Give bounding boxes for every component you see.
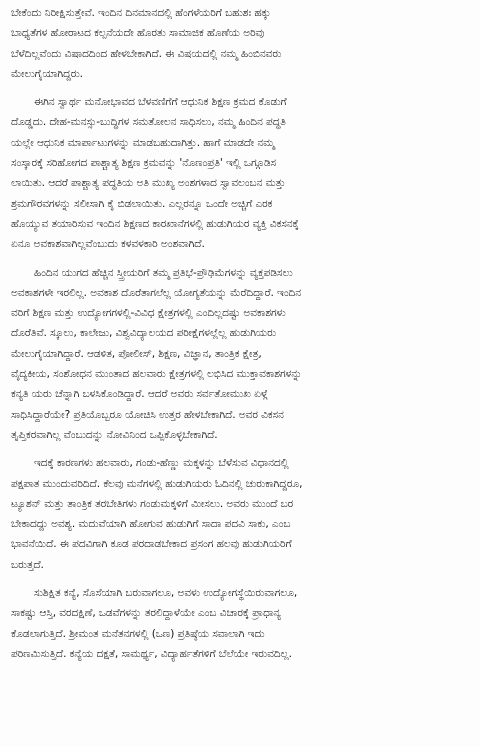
paragraph-2 <box>11 92 469 254</box>
text-line: ಇದಕ್ಕೆ ಕಾರಣಗಳು ಹಲವಾರು, ಗಂಡು-ಹೆಣ್ಣು ಮಕ್ಕಳನ್ನು ಬೆಳೆಸುವ ವಿಧಾನದಲ್ಲಿ <box>34 457 289 470</box>
text-line: ವೈದ್ಯಕೀಯ, ಸಂಶೋಧನ ಮುಂತಾದ ಹಲವಾರು ಕ್ಷೇತ್ರಗಳಲ್ಲಿ ಲಭಿಸಿದ ಮುಕ್ತಾವಕಾಶಗಳನ್ನು <box>11 368 302 381</box>
text-line: ಪಕ್ಷಪಾತ ಮುಂದುವರಿದಿದೆ. ಕೆಲವು ಮನೆಗಳಲ್ಲಿ ಹುಡುಗಿಯರು ಓದಿನಲ್ಲಿ ಚುರುಕಾಗಿದ್ದರೂ, <box>11 477 303 490</box>
text-line: ಟ್ಯೂಶನ್ ಮತ್ತು ತಾಂತ್ರಿಕ ತರಬೇತಿಗಳು ಗಂಡುಮಕ್ಕಳಿಗೆ ಮೀಸಲು. ಅವರು ಮುಂದೆ ಬರ <box>11 497 294 510</box>
paragraph-1 <box>11 3 469 84</box>
text-line: ಬಾಧ್ಯತೆಗಳ ಹೋರಾಟದ ಕಲ್ಪನೆಯದೇ ಹೊರತು ಸಾಮಾಜಿಕ ಹೊಣೆಯ ಅರಿವು <box>11 27 265 40</box>
text-line: ಪರಿಣಮಿಸುತ್ತಿದೆ. ಕನ್ಯೆಯ ದಕ್ಷತೆ, ಸಾಮರ್ಥ್ಯ, ವಿದ್ಯಾರ್ಹತೆಗಳಿಗೆ ಬೆಲೆಯೇ ಇರುವದಿಲ್ಲ. <box>11 647 292 660</box>
text-line: ಬೇಕೆಂದು ನಿರೀಕ್ಷಿಸುತ್ತೇವೆ. ಇಂದಿನ ದಿನಮಾನದಲ್ಲಿ ಹೆಂಗಳೆಯರಿಗೆ ಬಹುಶಃ ಹಕ್ಕು <box>11 7 271 19</box>
text-line: ದೊಡ್ಡದು. ದೇಹ-ಮನಸ್ಸು-ಬುದ್ಧಿಗಳ ಸಮತೋಲನ ಸಾಧಿಸಲು, ನಮ್ಮ ಹಿಂದಿನ ಪದ್ಧತಿ <box>11 116 286 129</box>
text-line: ಕನ್ಯತಿ ಯರು ಚೆನ್ನಾಗಿ ಬಳಸಿಕೊಂಡಿದ್ದಾರೆ. ಆದರೆ ಅವರು ಸರ್ವತೋಮುಖ ಏಳ್ಗೆ <box>11 388 268 401</box>
text-line: ಲಾಯಿತು. ಆದರೆ ಪಾಶ್ಚಾತ್ಯ ಪದ್ಧತಿಯ ಅತಿ ಮುಖ್ಯ ಅಂಶಗಳಾದ ಸ್ವಾವಲಂಬನ ಮತ್ತು <box>11 177 286 190</box>
paragraph-4 <box>11 453 469 575</box>
text-line: ಕೊಡಲಾಗುತ್ತಿದೆ. ಶ್ರೀಮಂತ ಮನೆತನಗಳಲ್ಲಿ (ಒಣ) ಪ್ರತಿಷ್ಠೆಯ ಸವಾಲಾಗಿ ಇದು <box>11 627 265 640</box>
text-line: ತೃಪ್ತಿಕರವಾಗಿಲ್ಲ ವೆಂಬುದನ್ನು ನೋವಿನಿಂದ ಒಪ್ಪಿಕೊಳ್ಳಬೇಕಾಗಿದೆ. <box>11 428 218 441</box>
text-line: ಹಿಂದಿನ ಯುಗದ ಹೆಚ್ಚಿನ ಸ್ತ್ರೀಯರಿಗೆ ತಮ್ಮ ಪ್ರತಿಭೆ-ಪ್ರೌಢಿಮೆಗಳನ್ನು ವ್ಯಕ್ತಪಡಿಸಲು <box>34 266 293 279</box>
text-line: ಶ್ರಮಗೌರವಗಳನ್ನು ಸಲೀಸಾಗಿ ಕೈ ಬಿಡಲಾಯಿತು. ಎಲ್ಲರನ್ನೂ ಒಂದೇ ಅಚ್ಚಿಗೆ ಎರಕ <box>11 197 273 210</box>
text-line: ಬೆಳೆದಿಲ್ಲವೆಂದು ವಿಷಾದದಿಂದ ಹೇಳಬೇಕಾಗಿದೆ. ಈ ವಿಷಯದಲ್ಲಿ ನಮ್ಮ ಹಿಂಬಿನವರು <box>11 47 282 60</box>
text-line: ಸಾಧಿಸಿದ್ದಾರೆಯೇ? ಪ್ರತಿಯೊಬ್ಬರೂ ಯೋಚಿಸಿ ಉತ್ತರ ಹೇಳಬೇಕಾಗಿದೆ. ಅವರ ವಿಕಸನ <box>11 408 284 421</box>
text-line: ಈಗಿನ ಸ್ವಾರ್ಥ ಮನೋಭಾವದ ಬೆಳವಣಿಗೆಗೆ ಆಧುನಿಕ ಶಿಕ್ಷಣ ಕ್ರಮದ ಕೊಡುಗೆ <box>34 96 287 109</box>
text-line: ಅವಕಾಶಗಳೇ ಇರಲಿಲ್ಲ. ಅವಕಾಶ ದೊರೆತಾಗಲೆಲ್ಲ ಯೋಗ್ಯತೆಯನ್ನು ಮೆರೆದಿದ್ದಾರೆ. ಇಂದಿನ <box>11 286 302 299</box>
text-line: ಬೇಕಾದದ್ದು ಅವಶ್ಯ. ಮದುವೆಯಾಗಿ ಹೋಗುವ ಹುಡುಗಿಗೆ ಸಾದಾ ಪದವಿ ಸಾಕು, ಎಂಬ <box>11 518 291 531</box>
paragraph-5 <box>11 583 469 664</box>
text-line: ಮೇಲುಗೈಯಾಗಿದ್ದಾರೆ. ಆಡಳಿತ, ಪೋಲೀಸ್, ಶಿಕ್ಷಣ, ವಿಜ್ಞಾನ, ತಾಂತ್ರಿಕ ಕ್ಷೇತ್ರ, <box>11 347 262 360</box>
text-line: ಭಾವನೆಯಿದೆ. ಈ ಪದವಿಗಾಗಿ ಕೂಡ ಪರದಾಡಬೇಕಾದ ಪ್ರಸಂಗ ಹಲವು ಹುಡುಗಿಯರಿಗೆ <box>11 538 292 551</box>
text-line: ಏನೂ ಅವಕಾಶವಾಗಿಲ್ಲವೆಂಬುದು ಕಳವಳಕಾರಿ ಅಂಶವಾಗಿದೆ. <box>11 238 205 251</box>
text-line: ಬರುತ್ತದೆ. <box>11 558 44 571</box>
text-line: ದೊರೆತಿವೆ. ಸ್ಕೂಲು, ಕಾಲೇಜು, ವಿಶ್ವವಿದ್ಯಾಲಯದ ಪರೀಕ್ಷೆಗಳಲ್ಲೆಲ್ಲ ಹುಡುಗಿಯರು <box>11 327 277 340</box>
text-line: ಸುಶಿಕ್ಷಿತ ಕನ್ಯೆ, ಸೊಸೆಯಾಗಿ ಬರುವಾಗಲೂ, ಅವಳು ಉದ್ಯೋಗಸ್ಥೆಯಿರುವಾಗಲೂ, <box>34 587 298 600</box>
text-line: ವರಿಗೆ ಶಿಕ್ಷಣ ಮತ್ತು ಉದ್ಯೋಗಗಳಲ್ಲಿ-ವಿವಿಧ ಕ್ಷೇತ್ರಗಳಲ್ಲಿ ಎಂದಿಲ್ಲದಷ್ಟು ಅವಕಾಶಗಳು <box>11 307 286 320</box>
text-line: ಯಲ್ಲೇ ಆಧುನಿಕ ಮಾರ್ಪಾಟುಗಳನ್ನು ಮಾಡಬಹುದಾಗಿತ್ತು. ಹಾಗೆ ಮಾಡದೇ ನಮ್ಮ <box>11 136 275 149</box>
text-line: ಸಾಕಷ್ಟು ಆಸ್ತಿ, ವರದಕ್ಷಿಣೆ, ಒಡವೆಗಳನ್ನು ತರಲಿದ್ದಾಳೆಯೇ ಎಂಬ ವಿಚಾರಕ್ಕೆ ಪ್ರಾಧಾನ್ಯ <box>11 607 281 620</box>
text-line: ಹೊಯ್ಯುವ ತಯಾರಿಸುವ ಇಂದಿನ ಶಿಕ್ಷಣದ ಕಾರಖಾನೆಗಳಲ್ಲಿ ಹುಡುಗಿಯರ ವ್ಯಕ್ತಿ ವಿಕಸನಕ್ಕೆ <box>11 217 299 230</box>
text-line: ಸಂಸ್ಕಾರಕ್ಕೆ ಸರಿಹೋಗದ ಪಾಶ್ಚಾತ್ಯ ಶಿಕ್ಷಣ ಕ್ರಮವನ್ನು 'ನೊಣಂಪ್ರತಿ' ಇಲ್ಲಿ ಒಗ್ಗೂಡಿಸ <box>11 157 277 170</box>
text-line: ಮೇಲುಗೈಯಾಗಿದ್ದರು. <box>11 67 83 80</box>
paragraph-3 <box>11 263 469 446</box>
